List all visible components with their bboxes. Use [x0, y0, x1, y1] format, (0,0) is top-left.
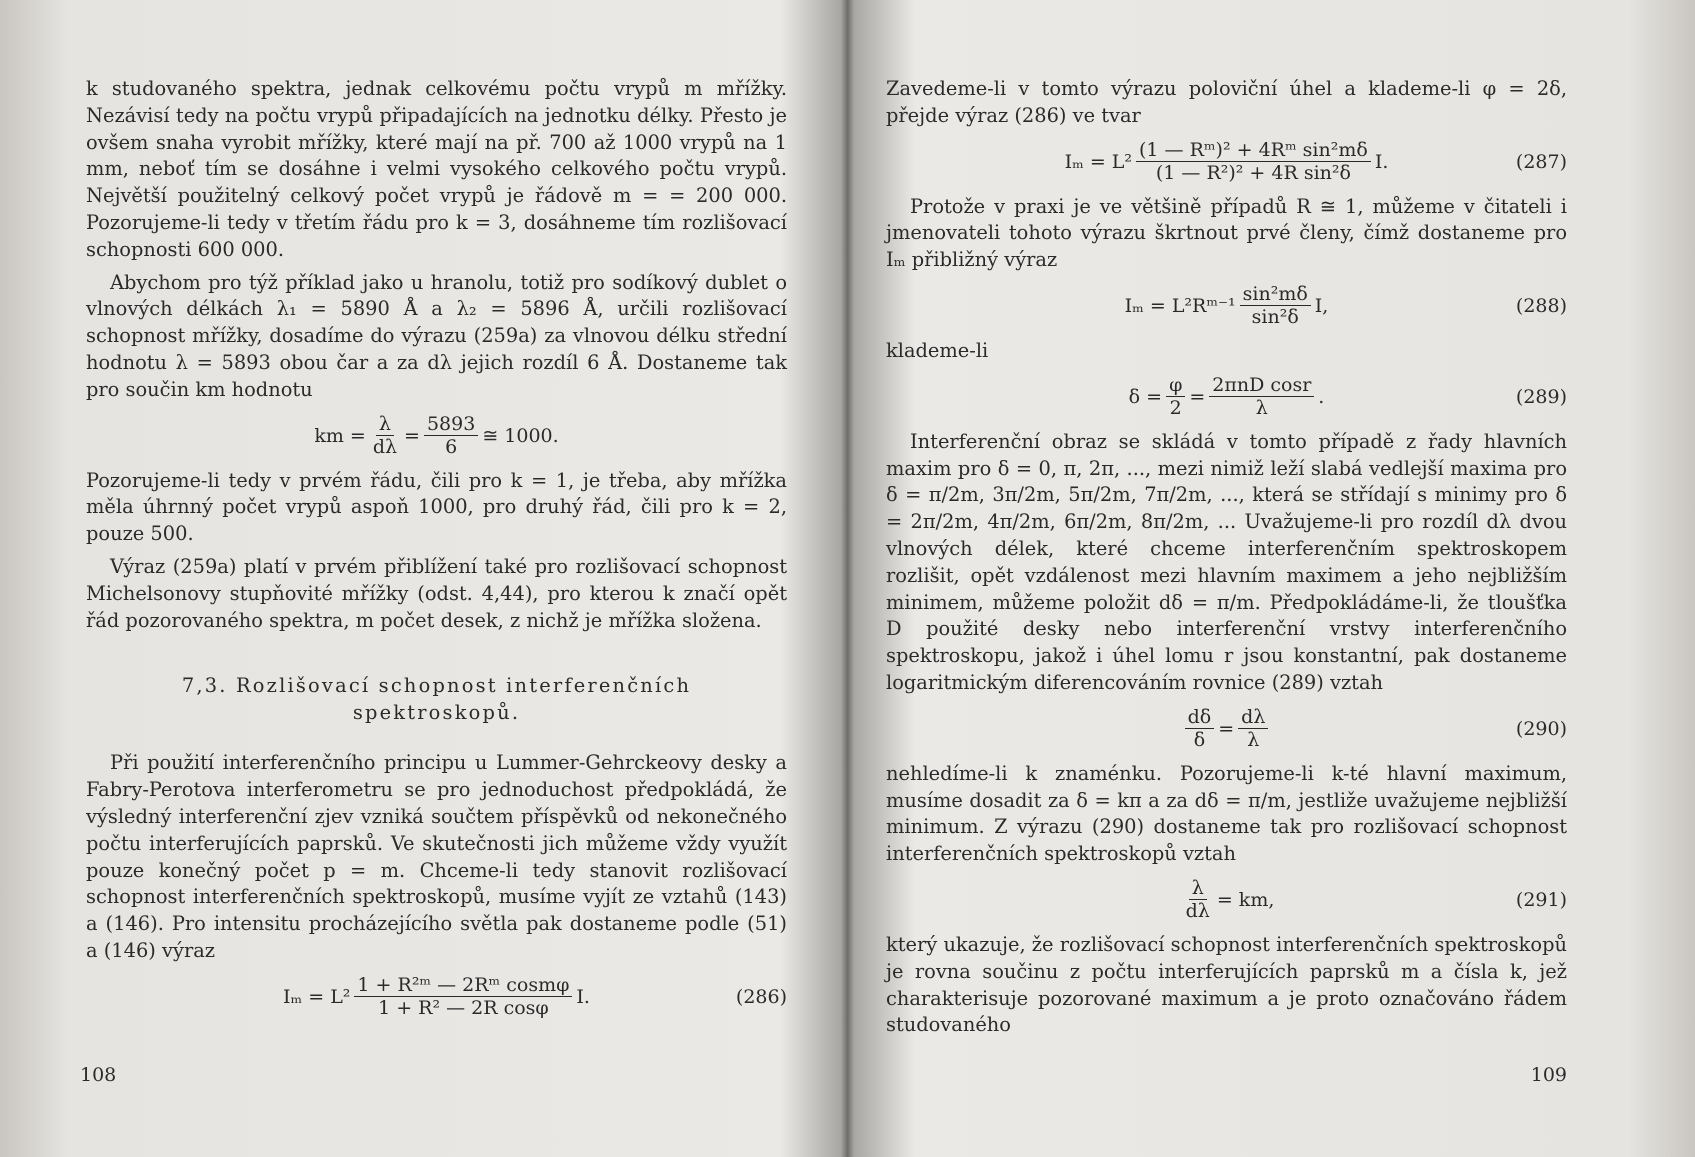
equation-289: δ = $\frac{\varphi}{2}$ = $\frac{\text{2πnD cosr}}{\lambda}$ . (289) [1128, 374, 1567, 420]
equation-number: (289) [1515, 385, 1567, 408]
equation-number: (287) [1515, 150, 1567, 173]
page-number: 108 [80, 1064, 117, 1086]
paragraph: nehledíme-li k znaménku. Pozorujeme-li k-té hlavní maximum, musíme dosadit za δ = kπ a za dδ = π/m, jestliže uvažujeme nejbližší minimum. Z výrazu (290) dostaneme tak pro rozlišovací schopnost interferenčních spektroskopů vztah [886, 761, 1567, 866]
paragraph: klademe-li [886, 338, 989, 362]
paragraph: Při použití interferenčního principu u Lummer-Gehrckeovy desky a Fabry-Perotova interferometru se pro jednoduchost předpokládá, že výsledný interferenční zjev vzniká součtem příspěvků od nekonečného počtu interferujících paprsků. Ve skutečnosti jich můžeme vždy využít pouze konečný počet p = m. Chceme-li tedy stanovit rozlišovací schopnost interferenčních spektroskopů, musíme vyjít ze vztahů (143) a (146). Pro intensitu procházejícího světla pak dostaneme podle (51) a (146) výraz [86, 751, 787, 962]
equation-288: Iₘ = L²Rᵐ⁻¹ $\frac{\text{sin²mδ}}{\text{sin²δ}}$ I, (288) [1124, 283, 1567, 329]
paragraph: k studovaného spektra, jednak celkovému počtu vrypů m mřížky. Nezávisí tedy na počtu vrypů připadajících na jednotku délky. Přesto je ovšem snaha vyrobit mřížky, které mají na př. 700 až 1000 vrypů na 1 mm, neboť tím se dosáhne i velmi vysokého celkového počtu vrypů. Největší použitelný celkový počet vrypů je řádově m = = 200 000. Pozorujeme-li tedy v třetím řádu pro k = 3, dosáhneme tím rozlišovací schopnosti 600 000. [86, 77, 787, 261]
page-number: 109 [1530, 1064, 1567, 1086]
equation-287: Iₘ = L² $\frac{\text{(1 — Rᵐ)² + 4Rᵐ sin²mδ}}{\text{(1 — R²)² + 4R sin²δ}}$ I. (287) [1064, 139, 1567, 185]
right-page [848, 0, 1695, 1157]
equation-number: (288) [1515, 294, 1567, 317]
fraction: $\frac{\text{1 + R²ᵐ — 2Rᵐ cosmφ}}{\text{1 + R² — 2R cosφ}}$ [354, 974, 572, 1019]
equation-291: $\frac{\lambda}{d\lambda}$ = km, (291) [886, 874, 1567, 926]
paragraph: Zavedeme-li v tomto výrazu poloviční úhel a klademe-li φ = 2δ, přejde výraz (286) ve tvar [886, 77, 1567, 127]
fraction: $\frac{\lambda}{d\lambda}$ [1185, 877, 1210, 923]
equation-290: $\frac{d\delta}{\delta}$ = $\frac{d\lambda}{\lambda}$ (290) [886, 703, 1567, 755]
fraction: $\frac{d\lambda}{\lambda}$ [1238, 706, 1268, 751]
left-page [0, 0, 847, 1157]
paragraph: Protože v praxi je ve většině případů R ≅ 1, můžeme v čitateli i jmenovateli tohoto výrazu škrtnout prvé členy, čímž dostaneme pro Iₘ přibližný výraz [886, 194, 1567, 272]
equation-km: km = $\frac{\lambda}{d\lambda}$ = $\frac{5893}{6}$ ≅ 1000. [314, 413, 559, 459]
paragraph: který ukazuje, že rozlišovací schopnost interferenčních spektroskopů je rovna součinu z počtu interferujících paprsků m a čísla k, jež charakterisuje pozorované maximum a je proto označováno řádem studovaného [886, 932, 1567, 1037]
fraction: $\frac{\text{(1 — Rᵐ)² + 4Rᵐ sin²mδ}}{\text{(1 — R²)² + 4R sin²δ}}$ [1136, 139, 1371, 184]
fraction: $\frac{\text{2πnD cosr}}{\lambda}$ [1209, 374, 1314, 419]
paragraph: Interferenční obraz se skládá v tomto případě z řady hlavních maxim pro δ = 0, π, 2π, ..., mezi nimiž leží slabá vedlejší maxima pro δ = π/2m, 3π/2m, 5π/2m, 7π/2m, ..., která se střídají s minimy pro δ = 2π/2m, 4π/2m, 6π/2m, 8π/2m, ... Uvažujeme-li pro rozdíl dλ dvou vlnových délek, které chceme interferenčním spektroskopem rozlišit, opět vzdálenost mezi hlavním maximem a jeho nejbližším minimem, můžeme položit dδ = π/m. Předpokládáme-li, že tloušťka D použité desky nebo interferenční vrstvy interferenčního spektroskopu, jakož i úhel lomu r jsou konstantní, pak dostaneme logaritmickým diferencováním rovnice (289) vztah [886, 429, 1567, 694]
fraction: $\frac{5893}{6}$ [424, 413, 478, 458]
equation-lhs: km = [314, 424, 366, 447]
paragraph: Pozorujeme-li tedy v prvém řádu, čili pro k = 1, je třeba, aby mřížka měla úhrnný počet vrypů aspoň 1000, pro druhý řád, čili pro k = 2, pouze 500. [86, 468, 787, 546]
equation-286: Iₘ = L² $\frac{\text{1 + R²ᵐ — 2Rᵐ cosmφ}}{\text{1 + R² — 2R cosφ}}$ I. (286) [283, 974, 787, 1020]
equation-number: (286) [735, 985, 787, 1008]
section-heading: 7,3. Rozlišovací schopnost interferenčních spektroskopů. [181, 674, 692, 725]
equation-number: (290) [1515, 717, 1567, 740]
paragraph: Výraz (259a) platí v prvém přiblížení také pro rozlišovací schopnost Michelsonovy stupňovité mřížky (odst. 4,44), pro kterou k značí opět řád pozorovaného spektra, m počet desek, z nichž je mřížka složena. [86, 554, 787, 632]
paragraph: Abychom pro týž příklad jako u hranolu, totiž pro sodíkový dublet o vlnových délkách λ₁ = 5890 Å a λ₂ = 5896 Å, určili rozlišovací schopnost mřížky, dosadíme do výrazu (259a) za vlnovou délku střední hodnotu λ = 5893 obou čar a za dλ jejich rozdíl 6 Å. Dostaneme tak pro součin km hodnotu [86, 270, 787, 401]
equation-number: (291) [1515, 888, 1567, 911]
fraction: $\frac{\text{sin²mδ}}{\text{sin²δ}}$ [1240, 283, 1311, 328]
fraction: $\frac{\lambda}{d\lambda}$ [372, 413, 398, 459]
fraction: $\frac{\varphi}{2}$ [1166, 374, 1185, 419]
fraction: $\frac{d\delta}{\delta}$ [1185, 706, 1215, 751]
